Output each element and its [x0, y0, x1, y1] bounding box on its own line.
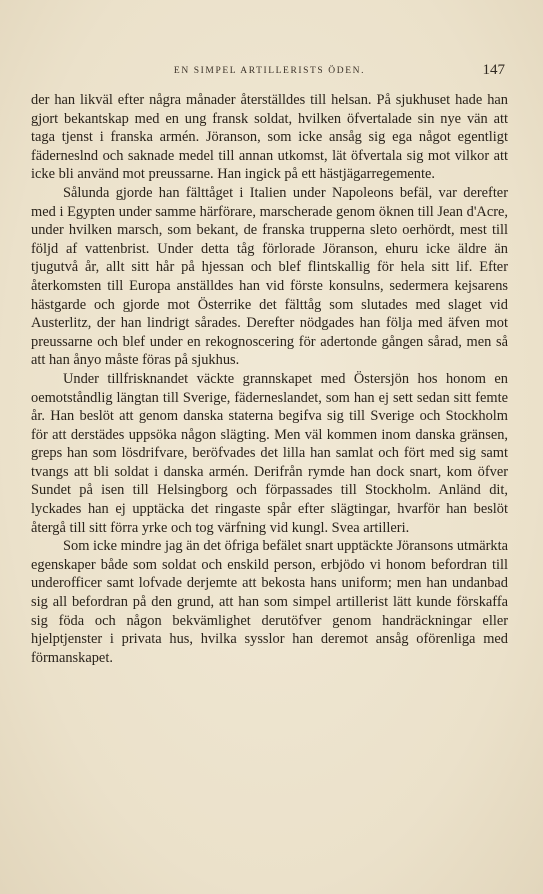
paragraph-2: Sålunda gjorde han fälttåget i Italien under Napoleons befäl, var derefter med i Egypten under samme härförare, marscherade genom öknen till Jean d'Acre, under hvilken marsch, som bekant, de franska trupperna sleto oerhördt, mest till följd af vattenbrist. Under detta tåg förlorade Jöranson, ehuru icke äldre än tjugutvå år, allt sitt hår på hjessan och blef flintskallig för hela sitt lif. Efter återkomsten till Europa anställdes han vid förste konsulns, sedermera kejsarens hästgarde och gjorde mot Österrike det fälttåg som slutades med slaget vid Austerlitz, der han lindrigt sårades. Derefter nödgades han följa med äfven mot preussarne och blef under en rekognoscering för adertonde gången sårad, men så att han ånyo måste föras på sjukhus. [31, 184, 508, 369]
paragraph-4: Som icke mindre jag än det öfriga befälet snart upptäckte Jöransons utmärkta egenskaper både som soldat och enskild person, erbjödo vi honom befordran till underofficer samt lofvade derjemte att bekosta hans uniform; men han undanbad sig all befordran på den grund, att han som simpel artillerist lätt kunde förskaffa sig föda och någon bekvämlighet derutöfver genom handräckningar eller hjelptjenster i privata hus, hvilka sysslor han deremot ansåg oförenliga med förmanskapet. [31, 538, 508, 666]
page-number: 147 [482, 62, 505, 78]
page-header [30, 64, 509, 82]
running-head: EN SIMPEL ARTILLERISTS ÖDEN. [173, 66, 366, 76]
body-text [31, 91, 508, 667]
paragraph-3: Under tillfrisknandet väckte grannskapet med Östersjön hos honom en oemotståndlig längtan till Sverige, fäderneslandet, som han ej sett sedan sitt femte år. Han beslöt att genom danska staterna begifva sig till Sverige och Stockholm för att derstädes uppsöka någon slägting. Men väl kommen inom danska gränsen, greps han som lösdrifvare, beröfvades det lilla han samlat och fört med sig samt tvangs att bli soldat i danska armén. Derifrån rymde han dock snart, kom öfver Sundet på isen till Helsingborg och förpassades till Stockholm. Anländ dit, lyckades han ej upptäcka det ringaste spår efter slägtingar, hvarför han beslöt återgå till sitt förra yrke och tog värfning vid kungl. Svea artilleri. [31, 370, 508, 536]
paragraph-1: der han likväl efter några månader återställdes till helsan. På sjukhuset hade han gjort bekantskap med en ung fransk soldat, hvilken öfvertalade sin nye vän att taga tjenst i franska armén. Jöranson, som icke ansåg sig ega något egentligt fäderneslnd och saknade medel till annan utkomst, lät öfvertala sig mot vilkor att icke bli använd mot preussarne. Han ingick på ett hästjägarregemente. [31, 92, 508, 183]
